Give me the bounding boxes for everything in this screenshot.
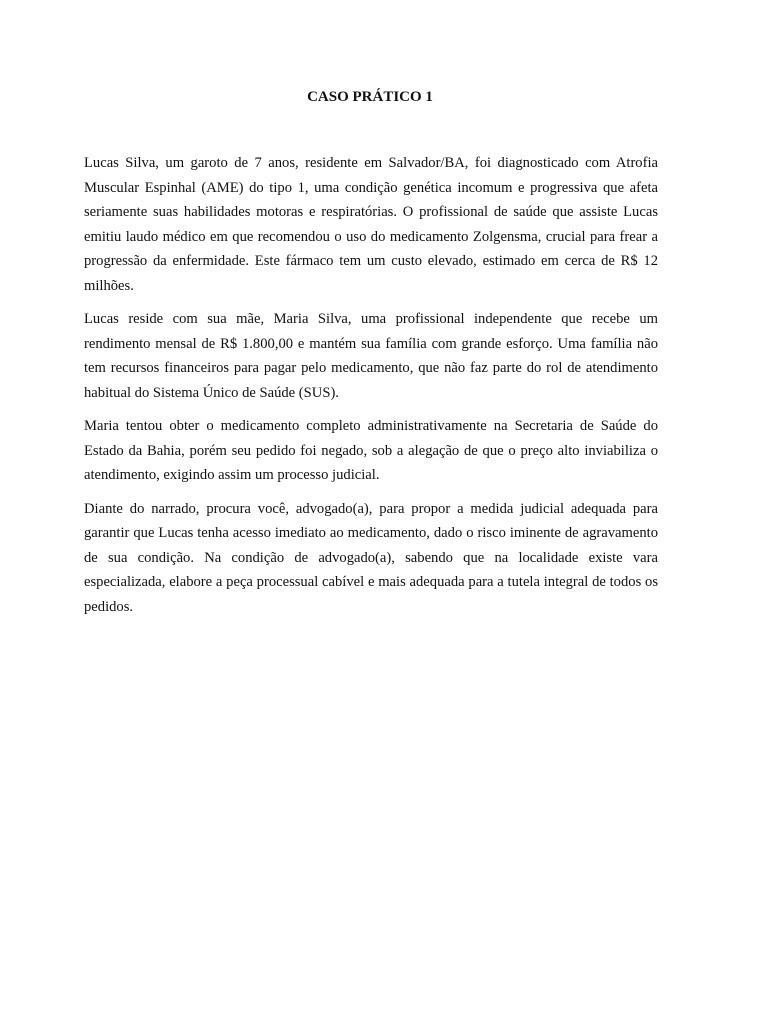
paragraph-family-situation: Lucas reside com sua mãe, Maria Silva, uma profissional independente que recebe um rendimento mensal de R$ 1.800,00 e mantém sua família com grande esforço. Uma família não tem recursos financeiros para pagar pelo medicamento, que não faz parte do rol de atendimento habitual do Sistema Único de Saúde (SUS). (84, 311, 658, 401)
document-body (84, 151, 658, 628)
paragraph-task-instructions: Diante do narrado, procura você, advogado(a), para propor a medida judicial adequada para garantir que Lucas tenha acesso imediato ao medicamento, dado o risco iminente de agravamento de sua condição. Na condição de advogado(a), sabendo que na localidade existe vara especializada, elabore a peça processual cabível e mais adequada para a tutela integral de todos os pedidos. (84, 500, 658, 615)
paragraph-administrative-request: Maria tentou obter o medicamento completo administrativamente na Secretaria de Saúde do Estado da Bahia, porém seu pedido foi negado, sob a alegação de que o preço alto inviabiliza o atendimento, exigindo assim um processo judicial. (84, 418, 658, 483)
paragraph-case-facts: Lucas Silva, um garoto de 7 anos, residente em Salvador/BA, foi diagnosticado com Atrofia Muscular Espinhal (AME) do tipo 1, uma condição genética incomum e progressiva que afeta seriamente suas habilidades motoras e respiratórias. O profissional de saúde que assiste Lucas emitiu laudo médico em que recomendou o uso do medicamento Zolgensma, crucial para frear a progressão da enfermidade. Este fármaco tem um custo elevado, estimado em cerca de R$ 12 milhões. (84, 155, 658, 294)
page-title: CASO PRÁTICO 1 (307, 89, 433, 105)
